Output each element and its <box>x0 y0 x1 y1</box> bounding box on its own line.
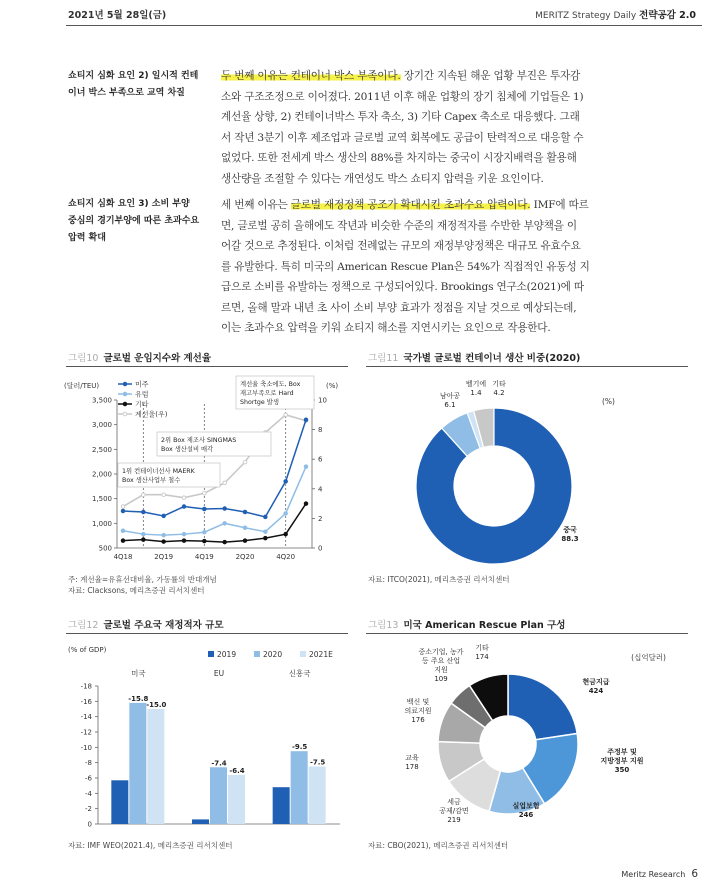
fig12-title <box>68 617 224 631</box>
side-heading-2-line: 압력 확대 <box>68 233 106 243</box>
fig10-data-point <box>203 539 207 543</box>
fig10-source-text: 자료: Clacksons, 메리츠증권 리서치센터 <box>68 586 205 595</box>
fig10-data-point <box>142 532 146 536</box>
fig12-title-text: 글로벌 주요국 재정적자 규모 <box>103 620 224 631</box>
fig10-y-right-tick: 0 <box>318 544 323 553</box>
fig13-slice-label: 주정부 및 <box>607 748 637 756</box>
fig12-number: 그림12 <box>68 620 99 631</box>
fig13-slice-label: 백신 및 <box>406 698 430 706</box>
fig10-data-point <box>243 526 247 530</box>
fig10-legend-label: 미주 <box>135 380 149 389</box>
fig10-data-point <box>121 529 125 533</box>
fig12-bar <box>129 703 146 824</box>
fig13-source <box>368 840 508 851</box>
fig13-slice-value: 178 <box>405 763 419 771</box>
fig12-bar <box>111 780 128 824</box>
fig11-source <box>368 574 509 585</box>
side-heading-1-line: 이너 박스 부족으로 교역 차질 <box>68 88 185 98</box>
fig10-y-left-tick: 1,000 <box>91 519 112 528</box>
fig12-data-label: -7.4 <box>211 759 227 768</box>
fig13-source-text: 자료: CBO(2021), 메리츠증권 리서치센터 <box>368 841 509 850</box>
header-section: 전략공감 2.0 <box>639 10 696 21</box>
fig13-slice-label: 세금 <box>447 798 461 806</box>
fig13-slice-label: 기타 <box>475 644 489 652</box>
fig10-title <box>68 350 211 364</box>
fig10-data-point <box>284 413 288 417</box>
fig10-data-point <box>121 539 125 543</box>
fig12-legend-swatch <box>300 651 306 657</box>
fig10-data-point <box>284 532 288 536</box>
fig10-data-point <box>243 510 247 514</box>
fig10-annotation-text: Box 생산설비 매각 <box>161 446 214 453</box>
fig10-legend-marker <box>123 382 127 386</box>
fig10-annotation-text: 2위 Box 제조사 SINGMAS <box>161 437 237 444</box>
fig10-source <box>68 574 217 596</box>
fig12-y-tick: 0 <box>87 820 92 829</box>
fig12-bar <box>291 751 308 824</box>
fig13-slice-label: 지원 <box>434 666 448 674</box>
fig10-data-point <box>284 480 288 484</box>
fig10-y-left-tick: 500 <box>98 544 112 553</box>
side-heading-2-line: 쇼티지 심화 요인 3) 소비 부양 <box>68 199 190 209</box>
paragraph-2-line: 를 유발한다. 특히 미국의 American Rescue Plan은 54%가 직접적인 유동성 지 <box>221 260 590 273</box>
fig12-y-tick: -10 <box>80 743 92 752</box>
fig10-x-tick: 4Q19 <box>194 553 214 561</box>
fig11-number: 그림11 <box>368 353 399 364</box>
paragraph-1-line: 서 작년 3분기 이후 제조업과 글로벌 교역 회복에도 공급이 탄력적으로 대응할 수 <box>221 131 584 144</box>
header-series-name: MERITZ Strategy Daily <box>535 11 637 21</box>
fig10-data-point <box>162 493 166 497</box>
fig13-number: 그림13 <box>368 620 399 631</box>
paragraph-text: 장기간 지속된 해운 업황 부진은 투자감 <box>400 70 581 82</box>
fig10-data-point <box>203 530 207 534</box>
fig10-x-tick: 2Q20 <box>235 553 255 561</box>
paragraph-1 <box>221 66 688 189</box>
fig13-slice-label: 등 주요 산업 <box>421 657 461 665</box>
fig10-data-point <box>223 507 227 511</box>
fig13-slice-value: 350 <box>614 766 630 774</box>
fig10-data-point <box>203 507 207 511</box>
fig10-data-point <box>182 505 186 509</box>
fig11-slice-value: 6.1 <box>444 401 456 409</box>
fig13-slice-label: 현금지급 <box>582 678 610 686</box>
fig10-data-point <box>121 509 125 513</box>
fig11-slice-label: 벨기에 <box>465 380 487 388</box>
fig10-legend-marker <box>123 392 127 396</box>
fig13-chart <box>366 636 688 836</box>
fig10-number: 그림10 <box>68 353 99 364</box>
fig10-y-right-label: (%) <box>326 382 339 390</box>
fig13-slice-value: 174 <box>475 653 489 661</box>
fig10-data-point <box>203 491 207 495</box>
fig12-y-tick: -6 <box>85 774 92 783</box>
fig13-slice-value: 424 <box>588 687 604 695</box>
fig13-slice-label: 지방정부 지원 <box>600 757 644 765</box>
fig10-y-left-tick: 1,500 <box>91 495 112 504</box>
fig11-slice-value: 88.3 <box>561 535 579 543</box>
fig13-slice-value: 219 <box>447 816 461 824</box>
fig13-slice-value: 246 <box>518 811 534 819</box>
fig10-data-point <box>142 493 146 497</box>
fig10-data-point <box>142 538 146 542</box>
fig11-slice-value: 1.4 <box>470 389 482 397</box>
paragraph-text: IMF에 따르 <box>530 199 589 211</box>
fig12-data-label: -6.4 <box>229 766 245 775</box>
fig10-legend-marker <box>123 402 127 406</box>
fig10-data-point <box>223 481 227 485</box>
fig11-slice-value: 4.2 <box>493 389 505 397</box>
fig10-data-point <box>284 512 288 516</box>
fig11-rule <box>366 366 688 367</box>
fig10-data-point <box>264 530 268 534</box>
fig12-legend-swatch <box>254 651 260 657</box>
fig11-unit: (%) <box>602 397 615 406</box>
header-divider <box>66 25 702 26</box>
highlight-text: 글로벌 재정정책 공조가 확대시킨 초과수요 압력이다. <box>290 199 531 211</box>
fig11-title <box>368 350 580 364</box>
fig10-data-point <box>264 515 268 519</box>
fig10-chart <box>60 368 352 568</box>
fig10-annotation-text: Box 생산사업부 철수 <box>122 477 181 484</box>
fig12-data-label: -15.0 <box>146 701 167 709</box>
fig10-data-point <box>162 540 166 544</box>
fig12-source <box>68 840 233 851</box>
fig13-slice-label: 공제/감면 <box>439 807 469 815</box>
fig12-y-tick: -12 <box>80 728 92 737</box>
paragraph-1-line: 생산량을 조절할 수 있다는 개연성도 박스 쇼티지 압력을 키운 요인이다. <box>221 172 544 185</box>
fig12-legend-label: 2019 <box>217 650 237 659</box>
fig13-rule <box>366 633 688 634</box>
fig10-note: 주: 계선율=유휴선대비율, 가동률의 반대개념 <box>68 575 217 584</box>
paragraph-2 <box>221 195 688 339</box>
fig13-slice-label: 의료지원 <box>404 707 432 715</box>
fig10-annotation-text: 계선율 축소에도, Box <box>240 381 301 388</box>
fig12-bar <box>210 767 227 824</box>
fig10-y-right-tick: 2 <box>318 514 323 523</box>
fig11-chart <box>366 368 688 568</box>
fig12-y-tick: -8 <box>85 759 92 768</box>
fig10-data-point <box>182 539 186 543</box>
fig12-legend-swatch <box>208 651 214 657</box>
paragraph-2-line: 이는 초과수요 압력을 키워 쇼티지 해소를 지연시키는 요인으로 작용한다. <box>221 322 551 334</box>
fig10-data-point <box>243 460 247 464</box>
fig10-legend-label: 유럽 <box>135 390 149 399</box>
fig10-legend-label: 계선율(우) <box>135 410 168 419</box>
fig12-bar <box>273 787 290 824</box>
paragraph-2-line <box>221 195 688 216</box>
fig12-rule <box>66 633 348 634</box>
fig10-x-tick: 2Q19 <box>154 553 174 561</box>
paragraph-1-line: 소와 구조조정으로 이어졌다. 2011년 이후 해운 업황의 장기 침체에 기업들은 1) <box>221 90 584 103</box>
fig10-y-left-tick: 2,500 <box>91 445 112 454</box>
fig13-slice-label: 교육 <box>405 754 419 762</box>
fig12-bar <box>228 775 245 824</box>
fig13-title-text: 미국 American Rescue Plan 구성 <box>403 620 566 631</box>
side-heading-1 <box>68 68 218 102</box>
fig10-y-left-tick: 2,000 <box>91 470 112 479</box>
fig10-annotation-text: 1위 컨테이너선사 MAERK <box>122 468 195 475</box>
fig13-unit: (십억달러) <box>631 653 666 662</box>
paragraph-2-line: 면, 글로벌 공히 올해에도 작년과 비슷한 수준의 재정적자를 수반한 부양책을 이 <box>221 219 577 232</box>
fig10-data-point <box>162 533 166 537</box>
fig10-annotation-text: 재고부족으로 Hard <box>240 390 294 397</box>
footer <box>621 868 698 880</box>
fig10-x-tick: 4Q18 <box>113 553 133 561</box>
side-heading-2-line: 중심의 경기부양에 따른 초과수요 <box>68 216 200 226</box>
fig10-data-point <box>304 418 308 422</box>
fig10-legend-label: 기타 <box>135 400 149 409</box>
fig11-slice-label: 남아공 <box>439 392 461 400</box>
fig12-data-label: -9.5 <box>292 743 308 752</box>
fig12-category-label: EU <box>213 669 225 678</box>
paragraph-2-line: 급으로 소비를 유발하는 정책으로 구성되어있다. Brookings 연구소(2021)에 따 <box>221 281 584 293</box>
fig12-legend-label: 2020 <box>263 650 283 659</box>
fig12-y-tick: -14 <box>80 713 92 722</box>
fig12-y-tick: -18 <box>80 682 92 691</box>
fig10-y-left-tick: 3,000 <box>91 421 112 430</box>
fig10-data-point <box>304 465 308 469</box>
fig10-title-text: 글로벌 운임지수와 계선율 <box>103 353 212 364</box>
fig12-chart <box>60 636 352 836</box>
fig10-rule <box>66 366 348 367</box>
paragraph-2-line: 르면, 올해 말과 내년 초 사이 소비 부양 효과가 정점을 지날 것으로 예상되는데, <box>221 301 577 314</box>
fig11-slice-label: 기타 <box>492 380 506 388</box>
paragraph-1-line: 없었다. 또한 전세계 박스 생산의 88%를 차지하는 중국이 시장지배력을 활용해 <box>221 152 577 164</box>
fig10-data-point <box>264 536 268 540</box>
fig12-category-label: 신흥국 <box>288 669 311 678</box>
fig10-data-point <box>142 510 146 514</box>
fig12-y-tick: -2 <box>85 805 92 814</box>
fig13-slice-label: 중소기업, 농가 <box>418 648 464 656</box>
side-heading-2 <box>68 196 218 247</box>
fig13-slice-label: 실업보험 <box>512 802 540 810</box>
fig10-data-point <box>182 496 186 500</box>
paragraph-1-line: 계선율 상향, 2) 컨테이너박스 투자 축소, 3) 기타 Capex 축소로 대응했다. 그래 <box>221 111 580 123</box>
fig13-slice-value: 176 <box>411 716 425 724</box>
fig12-bar <box>309 767 326 825</box>
fig10-data-point <box>304 502 308 506</box>
fig12-y-tick: -16 <box>80 697 92 706</box>
fig13-slice <box>508 674 577 740</box>
fig10-legend-marker <box>123 412 127 416</box>
fig10-y-right-tick: 8 <box>318 426 323 435</box>
fig12-legend-label: 2021E <box>309 650 333 659</box>
fig10-y-left-label: (달러/TEU) <box>64 382 100 390</box>
side-heading-1-line: 쇼티지 심화 요인 2) 일시적 컨테 <box>68 71 199 81</box>
fig11-slice <box>416 408 572 564</box>
fig10-y-right-tick: 6 <box>318 455 323 464</box>
fig10-annotation-text: Shortge 발생 <box>240 399 279 406</box>
fig10-y-right-tick: 4 <box>318 485 323 494</box>
fig12-y-tick: -4 <box>85 789 92 798</box>
fig10-data-point <box>182 532 186 536</box>
fig11-slice-label: 중국 <box>563 526 577 534</box>
fig10-x-tick: 4Q20 <box>276 553 296 561</box>
fig12-bar <box>147 709 164 824</box>
page-number: 6 <box>691 868 698 880</box>
fig12-y-label: (% of GDP) <box>68 646 107 654</box>
fig10-y-right-tick: 10 <box>318 396 327 405</box>
fig12-data-label: -15.8 <box>128 694 149 703</box>
highlight-text: 두 번째 이유는 컨테이너 박스 부족이다. <box>221 70 401 82</box>
fig10-data-point <box>243 539 247 543</box>
fig13-title <box>368 617 565 631</box>
fig10-data-point <box>223 522 227 526</box>
paragraph-1-line <box>221 66 688 87</box>
paragraph-2-line: 어갈 것으로 추정된다. 이처럼 전례없는 규모의 재정부양정책은 대규모 유효수요 <box>221 240 581 252</box>
paragraph-text: 세 번째 이유는 <box>221 199 291 211</box>
fig11-title-text: 국가별 글로벌 컨테이너 생산 비중(2020) <box>403 353 581 364</box>
fig10-data-point <box>162 514 166 518</box>
fig10-y-left-tick: 3,500 <box>91 396 112 405</box>
header-date: 2021년 5월 28일(금) <box>68 10 167 21</box>
header-series <box>535 7 696 21</box>
fig12-category-label: 미국 <box>131 669 146 678</box>
fig12-source-text: 자료: IMF WEO(2021.4), 메리츠증권 리서치센터 <box>68 841 233 850</box>
fig12-data-label: -7.5 <box>310 758 326 767</box>
fig10-data-point <box>121 505 125 509</box>
fig13-slice-value: 109 <box>434 675 448 683</box>
fig11-source-text: 자료: ITCO(2021), 메리츠증권 리서치센터 <box>368 575 510 584</box>
fig12-bar <box>192 819 209 824</box>
footer-brand: Meritz Research <box>621 870 686 879</box>
fig10-data-point <box>223 540 227 544</box>
